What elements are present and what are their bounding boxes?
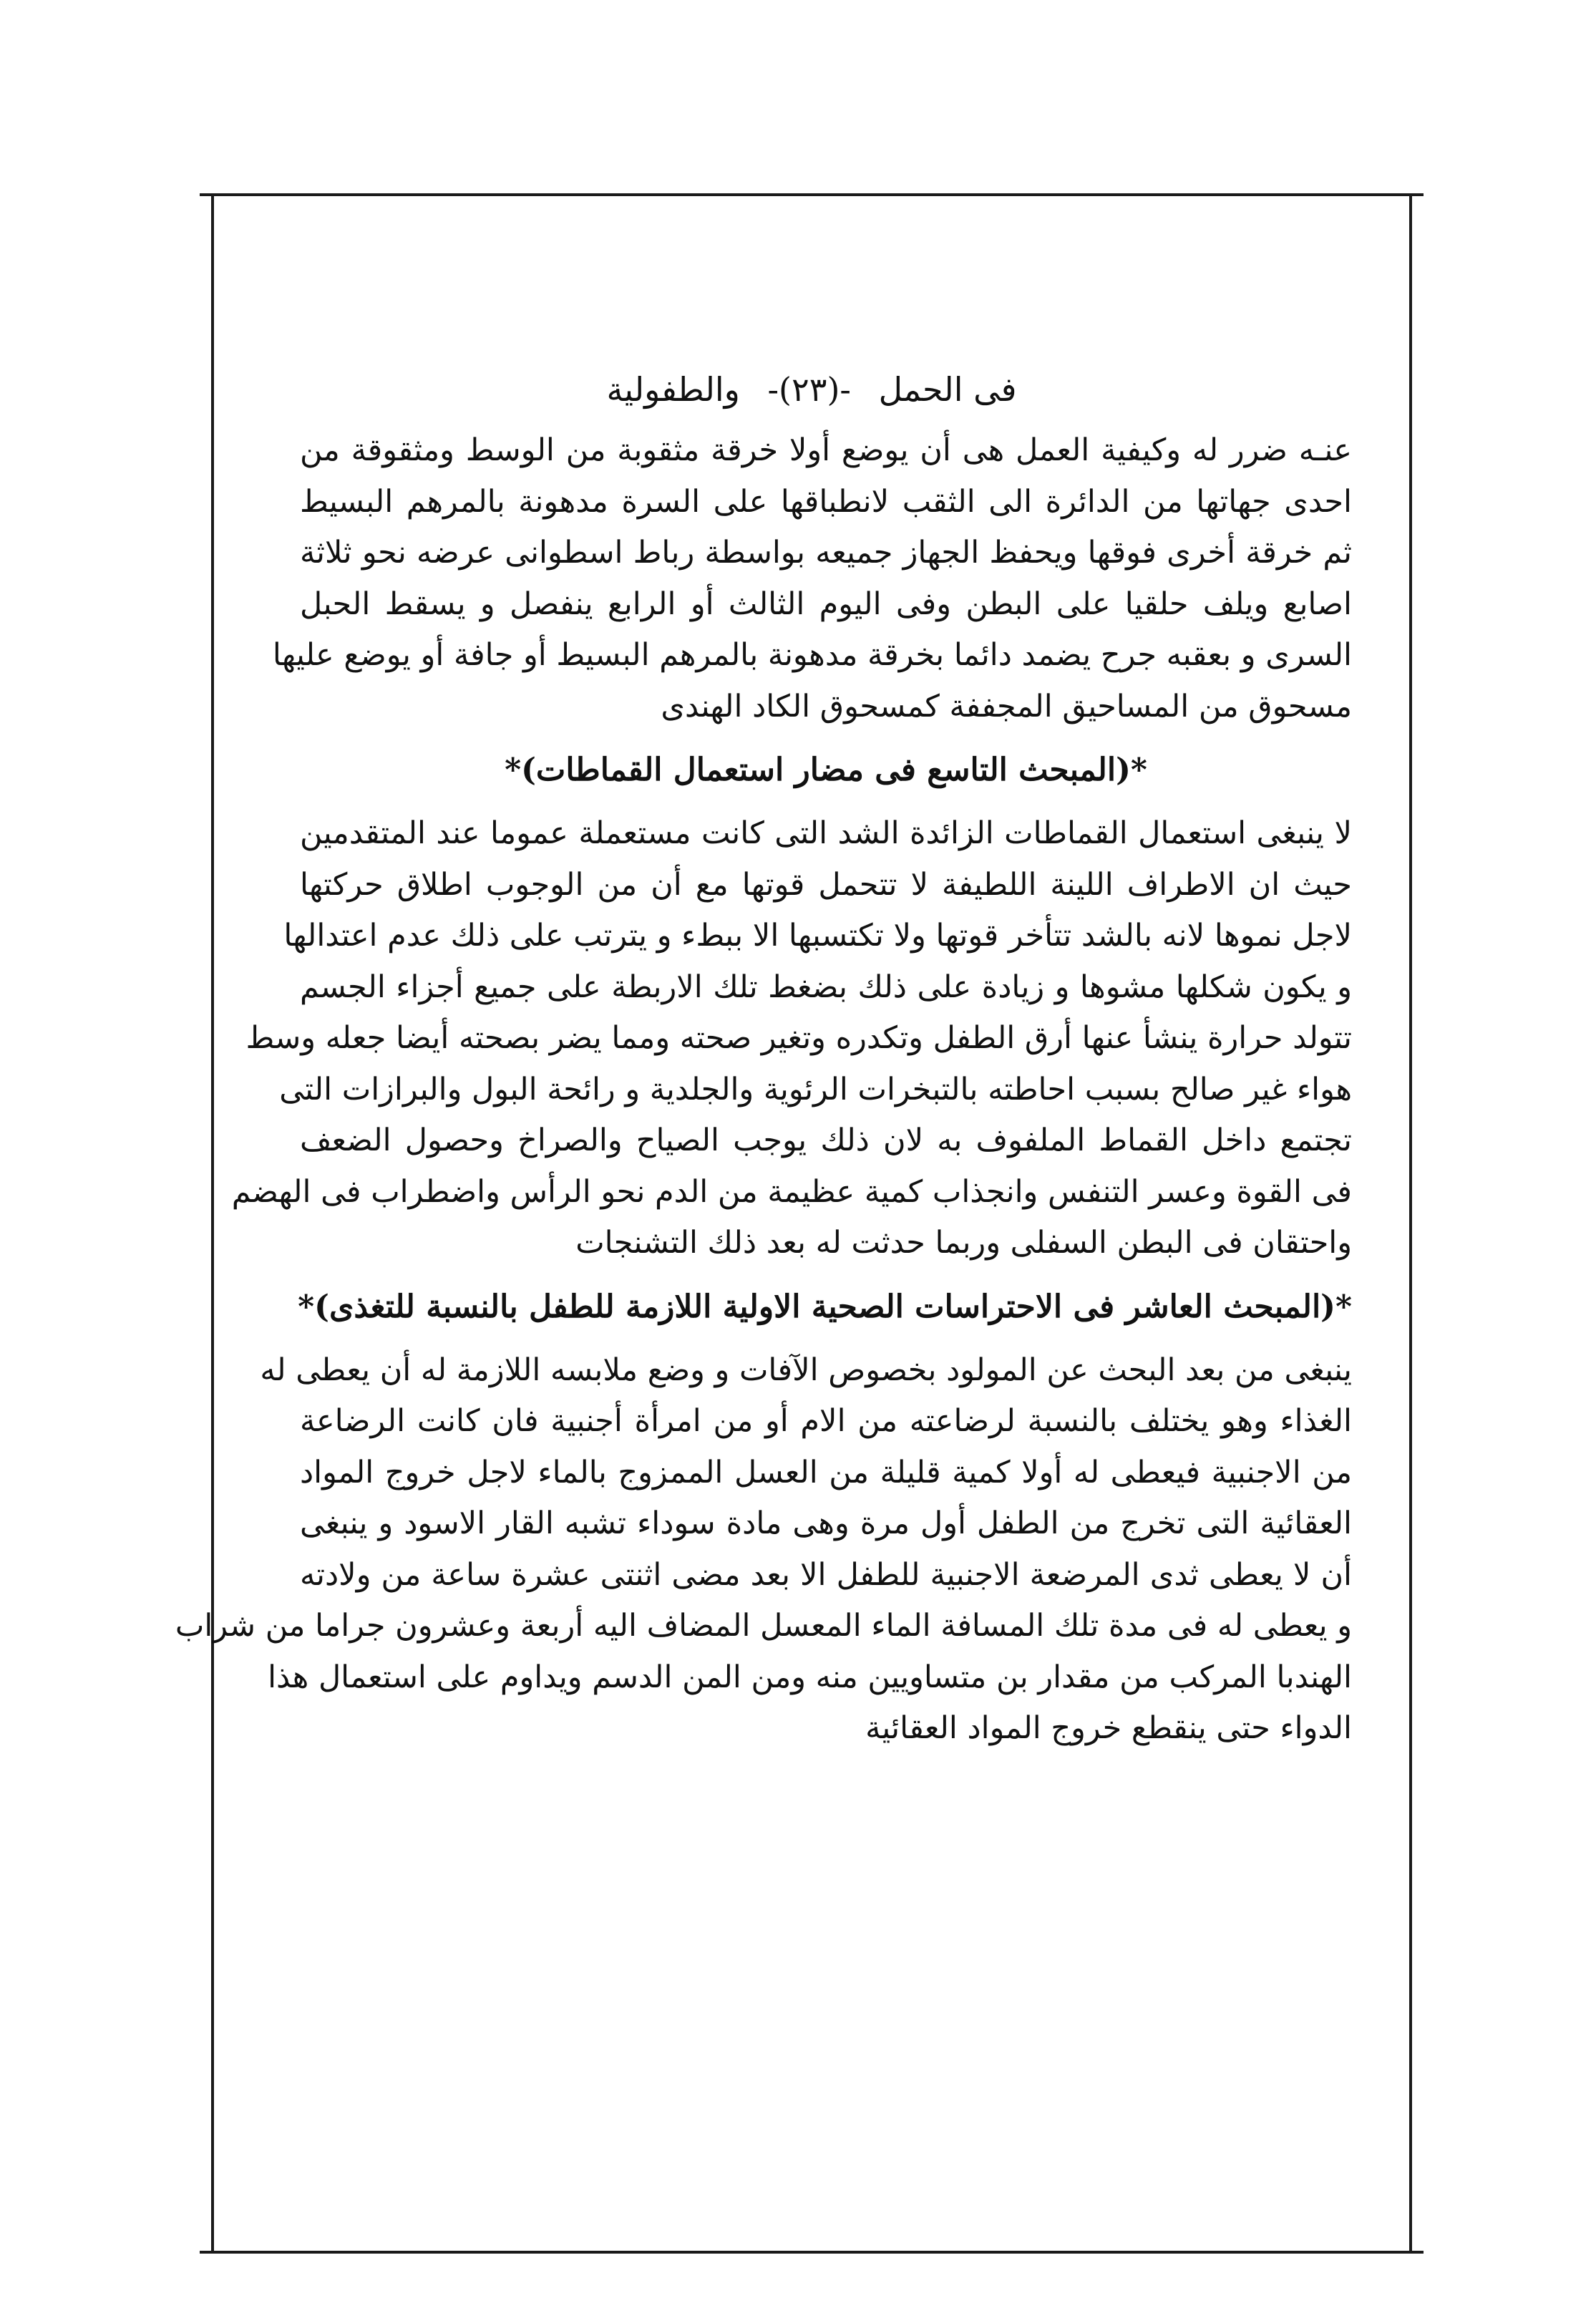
page-border-frame <box>175 193 1412 2254</box>
paragraph-umbilical-care <box>272 425 1352 732</box>
frame-corner-mark <box>1409 193 1424 196</box>
page-running-header <box>214 361 1409 418</box>
text-line: تتولد حرارة ينشأ عنها أرق الطفل وتكدره وتغير صحته ومما يضر بصحته أيضا جعله وسط <box>245 1020 1352 1056</box>
text-line: العقائية التى تخرج من الطفل أول مرة وهى مادة سوداء تشبه القار الاسود و ينبغى <box>300 1506 1352 1541</box>
text-line: الدواء حتى ينقطع خروج المواد العقائية <box>865 1710 1352 1746</box>
text-line: لاجل نموها لانه بالشد تتأخر قوتها ولا تكتسبها الا ببطء و يترتب على ذلك عدم اعتدالها <box>283 918 1352 954</box>
header-left-title: فى الحمل <box>878 370 1017 409</box>
section-heading-tenth: *(المبحث العاشر فى الاحتراسات الصحية الاولية اللازمة للطفل بالنسبة للتغذى)* <box>298 1288 1352 1325</box>
text-line: من الاجنبية فيعطى له أولا كمية قليلة من العسل الممزوج بالماء لاجل خروج المواد <box>300 1454 1352 1490</box>
frame-corner-mark <box>1409 2251 1424 2254</box>
text-line: و يكون شكلها مشوها و زيادة على ذلك بضغط تلك الاربطة على جميع أجزاء الجسم <box>300 969 1352 1005</box>
text-line: الغذاء وهو يختلف بالنسبة لرضاعته من الام أو من امرأة أجنبية فان كانت الرضاعة <box>300 1403 1352 1439</box>
text-line: أن لا يعطى ثدى المرضعة الاجنبية للطفل الا بعد مضى اثنتى عشرة ساعة من ولادته <box>300 1556 1352 1593</box>
text-line: الهندبا المركب من مقدار بن متساويين منه ومن المن الدسم ويداوم على استعمال هذا <box>268 1659 1352 1695</box>
text-line: ينبغى من بعد البحث عن المولود بخصوص الآفات و وضع ملابسه اللازمة له أن يعطى له <box>260 1352 1352 1388</box>
text-line: حيث ان الاطراف اللينة اللطيفة لا تتحمل قوتها مع أن من الوجوب اطلاق حركتها <box>300 866 1352 903</box>
text-line: مسحوق من المساحيق المجففة كمسحوق الكاد الهندى <box>661 688 1352 724</box>
text-line: و يعطى له فى مدة تلك المسافة الماء المعسل المضاف اليه أربعة وعشرون جراما من شراب <box>175 1608 1352 1644</box>
frame-corner-mark <box>200 2251 214 2254</box>
text-line: عنـه ضرر له وكيفية العمل هى أن يوضع أولا خرقة مثقوبة من الوسط ومثقوقة من <box>300 432 1352 468</box>
text-line: اصابع ويلف حلقيا على البطن وفى اليوم الثالث أو الرابع ينفصل و يسقط الحبل <box>300 586 1352 622</box>
text-line: فى القوة وعسر التنفس وانجذاب كمية عظيمة من الدم نحو الرأس واضطراب فى الهضم <box>231 1173 1352 1210</box>
frame-corner-mark <box>200 193 214 196</box>
header-right-title: والطفولية <box>606 370 740 409</box>
paragraph-swaddling-harms <box>231 808 1352 1269</box>
text-line: احدى جهاتها من الدائرة الى الثقب لانطباقها على السرة مدهونة بالمرهم البسيط <box>300 483 1352 520</box>
page-number: -(٢٣)- <box>767 370 851 409</box>
text-line: هواء غير صالح بسبب احاطته بالتبخرات الرئوية والجلدية و رائحة البول والبرازات التى <box>279 1071 1352 1107</box>
text-line: ثم خرقة أخرى فوقها ويحفظ الجهاز جميعه بواسطة رباط اسطوانى عرضه نحو ثلاثة <box>300 535 1352 571</box>
text-line: السرى و بعقبه جرح يضمد دائما بخرقة مدهونة بالمرهم البسيط أو جافة أو يوضع عليها <box>272 637 1352 673</box>
text-line: تجتمع داخل القماط الملفوف به لان ذلك يوجب الصياح والصراخ وحصول الضعف <box>300 1123 1352 1158</box>
page-body-text <box>175 425 1352 1755</box>
text-line: لا ينبغى استعمال القماطات الزائدة الشد التى كانت مستعملة عموما عند المتقدمين <box>300 815 1352 851</box>
section-heading-ninth: *(المبحث التاسع فى مضار استعمال القماطات)* <box>505 752 1147 788</box>
text-line: واحتقان فى البطن السفلى وربما حدثت له بعد ذلك التشنجات <box>575 1225 1352 1261</box>
paragraph-infant-feeding <box>175 1345 1352 1755</box>
